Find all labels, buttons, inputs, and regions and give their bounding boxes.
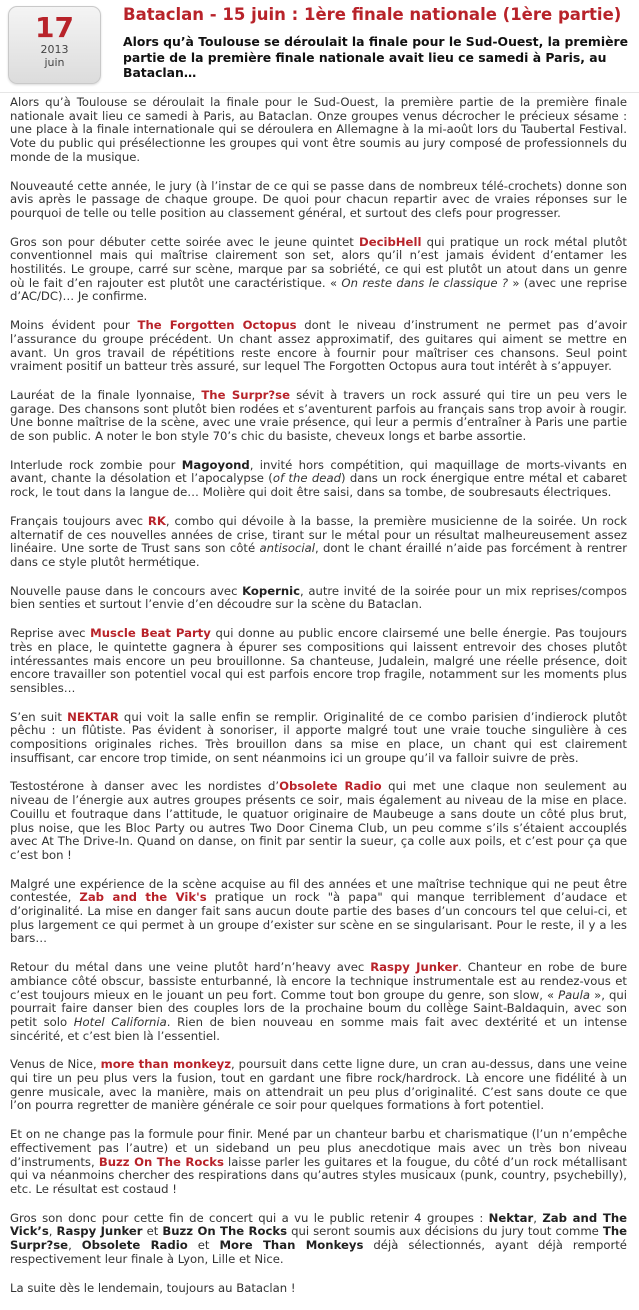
bold-name: Kopernic <box>242 583 301 598</box>
text-run: Malgré une expérience de la scène acquise au fil des années et une maîtrise technique qui ne peut être contestée, <box>10 876 627 905</box>
article-paragraph <box>10 878 627 947</box>
text-run: , <box>68 1238 82 1253</box>
text-run: Reprise avec <box>10 626 91 641</box>
text-run: qui donne au public encore clairsemé une belle énergie. Pas toujours très en place, le quintette gagnera à épurer ses compositions qui laissent entrevoir des choses plutôt intéressantes mais encore un peu brouillonne. Sa chanteuse, Judalein, malgré une réelle présence, doit encore travailler son potentiel vocal qui est parfois encore trop fragile, notamment sur les moments plus sensibles… <box>10 626 627 695</box>
band-name: Zab and the Vik's <box>79 890 207 905</box>
italic-text: On reste dans le classique ? <box>341 275 509 290</box>
article-paragraph <box>10 1282 627 1296</box>
band-name: Buzz On The Rocks <box>98 1154 224 1169</box>
article-paragraph <box>10 1058 627 1113</box>
text-run: Venus de Nice, <box>10 1057 101 1072</box>
text-run: , <box>533 1210 543 1225</box>
article-body <box>10 96 627 1310</box>
text-run: Moins évident pour <box>10 318 138 333</box>
article-paragraph <box>10 236 627 305</box>
article-header <box>0 0 639 93</box>
text-run: Nouveauté cette année, le jury (à l’instar de ce qui se passe dans de nombreux télé-crochets) donne son avis après le passage de chaque groupe. De quoi pour chacun repartir avec de vraies réponses sur le pourquoi de telle ou telle position au classement général, et surtout des clefs pour progresser. <box>10 178 627 220</box>
text-run: ) dans un rock énergique entre métal et cabaret rock, le tout dans la langue de… Molière qui doit être saisi, dans sa tombe, de soubresauts électriques. <box>10 471 627 500</box>
text-run: qui met une claque non seulement au niveau de l’énergie aux autres groupes présents ce soir, mais également au niveau de la mise en place. Couillu et foutraque dans l’attitude, le quatuor originaire de Maubeuge a sans doute un côté plus brut, plus noise, que les Bloc Party ou autres Two Door Cinema Club, un peu comme s’ils s’étaient accouplés avec At The Drive-In. Quand on danse, on finit par sentir la sueur, ça colle aux poils, et c’est pour ça que c’est bon ! <box>10 779 627 862</box>
italic-text: Paula <box>558 987 591 1002</box>
article-paragraph <box>10 319 627 374</box>
date-month: juin <box>44 56 65 69</box>
text-run: Alors qu’à Toulouse se déroulait la finale pour le Sud-Ouest, la première partie de la première finale nationale avait lieu ce samedi à Paris, au Bataclan. Onze groupes venus décrocher le précieux sésame : une place à la finale internationale qui se déroulera en Allemagne à la mi-août lors du Taubertal Festival. Vote du public qui présélectionne les groupes qui vont être soumis au jury composé de professionnels du monde de la musique. <box>10 95 627 164</box>
bold-name: More Than Monkeys <box>219 1238 364 1253</box>
text-run: Lauréat de la finale lyonnaise, <box>10 387 202 402</box>
text-run: Interlude rock zombie pour <box>10 457 182 472</box>
bold-name: Zab and The Vick’s <box>10 1210 628 1239</box>
band-name: The Surpr?se <box>201 387 290 402</box>
band-name: DecibHell <box>359 234 422 249</box>
text-run: Testostérone à danser avec les nordistes d’ <box>10 779 280 794</box>
date-year: 2013 <box>40 43 69 56</box>
text-run: Gros son donc pour cette fin de concert qui a vu le public retenir 4 groupes : <box>10 1210 489 1225</box>
text-run: qui pratique un rock métal plutôt conventionnel mais qui maîtrise clairement son set, alors qu’il n’est jamais évident d’entamer les hostilités. Le groupe, carré sur scène, marque par sa sobriété, ce qui est plutôt un atout dans un genre où le fait d’en rajouter est plutôt une caractéristique. « <box>10 234 627 290</box>
band-name: RK <box>147 513 166 528</box>
text-run: , combo qui dévoile à la basse, la première musicienne de la soirée. Un rock alternatif de ces nouvelles années de crise, tirant sur le métal pour un résultat malheureusement assez linéaire. Une sorte de Trust sans son côté <box>10 513 627 556</box>
bold-name: Magoyond <box>181 457 250 472</box>
article-paragraph <box>10 711 627 766</box>
text-run: laisse parler les guitares et la fougue, du côté d’un rock métallisant qui va néanmoins chercher des respirations dans qu’autres styles musicaux (punk, country, psychebilly), etc. Le résultat est costaud ! <box>10 1154 627 1196</box>
article-paragraph <box>10 389 627 444</box>
band-name: Obsolete Radio <box>279 779 382 794</box>
article-title[interactable]: Bataclan - 15 juin : 1ère finale nationale (1ère partie) <box>123 5 622 24</box>
article-paragraph <box>10 780 627 862</box>
text-run: » (avec une reprise d’AC/DC)… Je confirme. <box>10 275 627 304</box>
article-paragraph <box>10 627 627 696</box>
text-run: Nouvelle pause dans le concours avec <box>10 583 243 598</box>
text-run: Français toujours avec <box>10 513 148 528</box>
italic-text: Hotel California <box>73 1014 167 1029</box>
article-paragraph <box>10 515 627 570</box>
text-run: , dont le chant éraillé n’aide pas forcément à rentrer dans ce style plutôt hermétique. <box>10 541 627 569</box>
text-run: dont le niveau d’instrument ne permet pas d’avoir l’assurance du groupe précédent. Un chant assez approximatif, des guitares qui aiment se mettre en avant. Un gros travail de répétitions reste encore à fournir pour maîtriser ces chansons. Seul point vraiment positif un batteur très assuré, sur lequel The Forgotten Octopus aura tout intérêt à s’appuyer. <box>10 318 627 374</box>
text-run: , poursuit dans cette ligne dure, un cran au-dessus, dans une veine qui tire un peu plus vers la fusion, tout en gardant une fibre rock/hardrock. Là encore une fidélité à un genre musicale, avec la manière, mais on attendrait un peu plus d’originalité. C’est sans doute ce que l’on pourra regretter de manière générale ce soir pour quelques formations à fort potentiel. <box>10 1057 627 1113</box>
italic-text: of the dead <box>272 471 341 486</box>
text-run: déjà sélectionnés, ayant déjà remporté respectivement leur finale à Lyon, Lille et Nice. <box>10 1238 627 1266</box>
bold-name: The Surpr?se <box>10 1224 627 1253</box>
article-paragraph <box>10 1212 627 1267</box>
article-lead: Alors qu’à Toulouse se déroulait la finale pour le Sud-Ouest, la première partie de la première finale nationale avait lieu ce samedi à Paris, au Bataclan… <box>123 34 628 80</box>
band-name: NEKTAR <box>67 709 119 724</box>
bold-name: Nektar <box>488 1210 534 1225</box>
article-paragraph <box>10 585 627 612</box>
text-run: , invité hors compétition, qui maquillage de morts-vivants en avant, chante la désolation et l’apocalypse ( <box>10 457 627 486</box>
bold-name: Buzz On The Rocks <box>162 1224 288 1239</box>
text-run: Gros son pour débuter cette soirée avec le jeune quintet <box>10 234 360 249</box>
text-run: pratique un rock "à papa" qui manque terriblement d’audace et d’originalité. La mise en danger fait sans aucun doute partie des bases d’un concours tel que celui-ci, et plus largement ce qui permet à un groupe d’exister sur scène en se singularisant. Pour le reste, il y a les bars… <box>10 890 627 946</box>
date-badge <box>8 6 101 84</box>
article-paragraph <box>10 1128 627 1197</box>
text-run: La suite dès le lendemain, toujours au Bataclan ! <box>10 1280 296 1295</box>
text-run: et <box>142 1224 163 1239</box>
text-run: . Rien de bien nouveau en somme mais fait avec dextérité et un intense sincérité, et c’est bien là l’essentiel. <box>10 1014 627 1043</box>
bold-name: Obsolete Radio <box>81 1238 188 1253</box>
bold-name: Raspy Junker <box>56 1224 143 1239</box>
text-run: qui seront soumis aux décisions du jury tout comme <box>287 1224 603 1239</box>
text-run: S’en suit <box>10 709 68 724</box>
band-name: Raspy Junker <box>370 960 459 975</box>
text-run: qui voit la salle enfin se remplir. Originalité de ce combo parisien d’indierock plutôt pêchu : un flûtiste. Pas évident à sonoriser, il apporte malgré tout une vraie touche singulière à ces compositions originales riches. Très brouillon dans sa mise en place, un chant qui est clairement insuffisant, car encore trop timide, on sent néanmoins ici un groupe qu’il va falloir suivre de près. <box>10 709 627 765</box>
article-paragraph <box>10 961 627 1043</box>
article-paragraph <box>10 180 627 221</box>
text-run: Et on ne change pas la formule pour finir. Mené par un chanteur barbu et charismatique (l’un n’empêche effectivement pas l’autre) et un sideband un peu plus anecdotique mais avec un très bon niveau d’instruments, <box>10 1127 627 1169</box>
text-run: et <box>187 1238 220 1253</box>
band-name: more than monkeyz <box>100 1057 232 1072</box>
text-run: , autre invité de la soirée pour un mix reprises/compos bien senties et surtout l’envie d’en découdre sur la scène du Bataclan. <box>10 583 627 612</box>
text-run: , <box>48 1224 57 1239</box>
text-run: Retour du métal dans une veine plutôt hard’n’heavy avec <box>10 960 371 975</box>
article-paragraph <box>10 96 627 165</box>
band-name: The Forgotten Octopus <box>137 318 297 333</box>
band-name: Muscle Beat Party <box>90 626 211 641</box>
text-run: sévit à travers un rock assuré qui tire un peu vers le garage. Des chansons sont plutôt bien rodées et s’aventurent parfois au français sans trop avoir à rougir. Une bonne maîtrise de la scène, avec une vraie présence, qui leur a permis d’entraîner à Paris une partie de son public. A noter le bon style 70’s chic du basiste, cheveux longs et barbe assortie. <box>10 387 627 444</box>
text-run: . Chanteur en robe de bure ambiance côté obscur, bassiste enturbanné, là encore la technique instrumentale est au rendez-vous et c’est toujours mieux en le jouant un peu fort. Comme tout bon groupe du genre, son slow, « <box>10 960 627 1002</box>
text-run: », qui pourrait faire danser bien des couples lors de la prochaine boum du collège Saint-Baldaquin, avec son petit solo <box>10 987 627 1029</box>
article-paragraph <box>10 459 627 500</box>
date-day: 17 <box>35 11 74 44</box>
italic-text: antisocial <box>259 541 315 556</box>
